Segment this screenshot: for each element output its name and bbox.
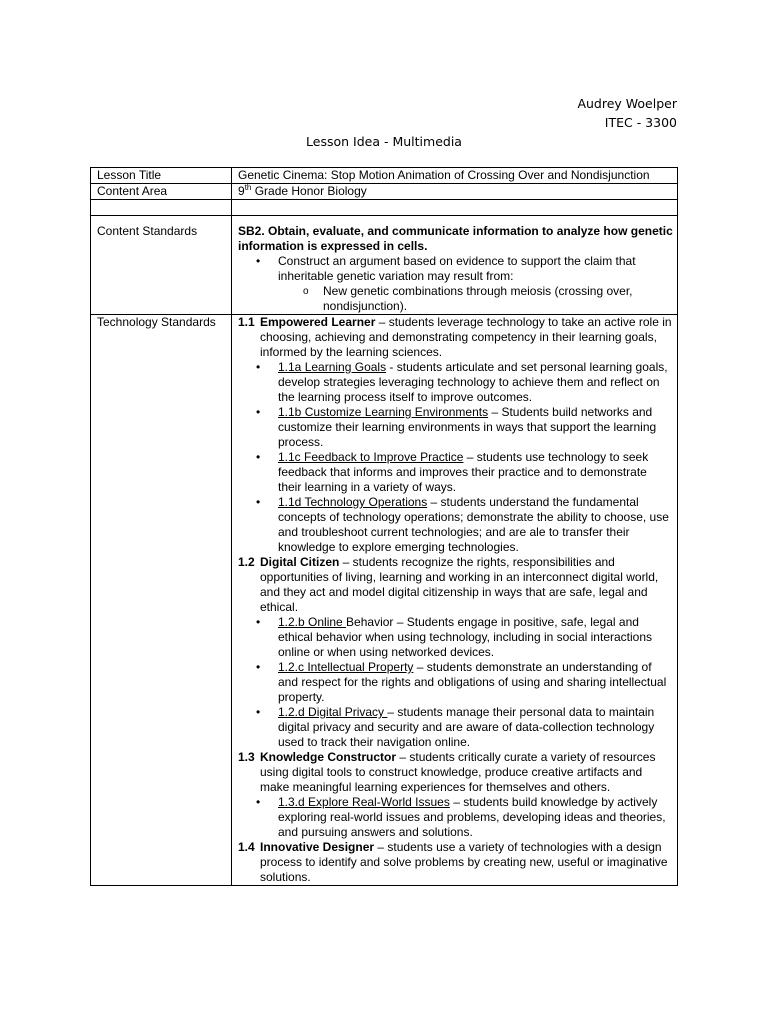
content-standards-cell xyxy=(232,216,678,315)
standard-1-2-list xyxy=(238,615,673,750)
standard-1-1-list xyxy=(238,360,673,555)
standard-1-1 xyxy=(238,315,673,360)
list-item xyxy=(278,660,673,705)
item-text: – Students build networks and customize their learning environments in ways that support the learning process. xyxy=(278,405,657,449)
item-text: – students use technology to seek feedback that informs and improves their practice and to demonstrate their learning in a variety of ways. xyxy=(278,450,649,494)
list-item xyxy=(278,495,673,555)
lesson-title-label: Lesson Title xyxy=(91,168,232,184)
sub-list xyxy=(278,284,673,314)
standard-link[interactable]: 1.1a Learning Goals xyxy=(278,360,387,374)
technology-standards-label: Technology Standards xyxy=(91,315,232,886)
standard-link[interactable]: 1.2.c Intellectual Property xyxy=(278,660,414,674)
grade-number: 9 xyxy=(238,184,245,198)
course-code: ITEC - 3300 xyxy=(604,115,677,130)
section-number: 1.3 xyxy=(238,750,255,764)
list-item xyxy=(278,450,673,495)
content-standards-label: Content Standards xyxy=(91,216,232,315)
grade-suffix: th xyxy=(244,183,252,192)
grade-subject: Grade Honor Biology xyxy=(251,184,367,198)
author-name: Audrey Woelper xyxy=(577,96,677,111)
item-text: – students demonstrate an understanding of and respect for the rights and obligations of using and sharing intellectual property. xyxy=(278,660,667,704)
section-title: Knowledge Constructor xyxy=(260,750,397,764)
standard-1-2 xyxy=(238,555,673,615)
section-number: 1.2 xyxy=(238,555,255,569)
list-item xyxy=(278,360,673,405)
standard-link[interactable]: 1.2.b Online xyxy=(278,615,347,629)
section-text: – students leverage technology to take an active role in choosing, achieving and demonstrating competency in their learning goals, informed by the learning sciences. xyxy=(260,315,672,359)
standard-1-3-list xyxy=(238,795,673,840)
list-item xyxy=(278,254,673,314)
lesson-title-row xyxy=(91,168,678,184)
standard-link[interactable]: 1.3.d Explore Real-World Issues xyxy=(278,795,450,809)
content-area-value xyxy=(232,184,678,200)
standard-1-4 xyxy=(238,840,673,885)
list-item xyxy=(278,615,673,660)
list-item xyxy=(278,795,673,840)
content-area-row xyxy=(91,184,678,200)
content-standard-heading: SB2. Obtain, evaluate, and communicate information to analyze how genetic information is expressed in cells. xyxy=(238,224,673,253)
item-text: Behavior – Students engage in positive, safe, legal and ethical behavior when using technology, including in social interactions online or when using networked devices. xyxy=(278,615,653,659)
item-text: – students manage their personal data to maintain digital privacy and security and are aware of data-collection technology used to track their navigation online. xyxy=(278,705,655,749)
technology-standards-row xyxy=(91,315,678,886)
bullet-text: Construct an argument based on evidence to support the claim that inheritable genetic variation may result from: xyxy=(278,254,636,283)
section-number: 1.1 xyxy=(238,315,255,329)
content-area-label: Content Area xyxy=(91,184,232,200)
section-title: Empowered Learner xyxy=(260,315,376,329)
standard-1-3 xyxy=(238,750,673,795)
empty-row xyxy=(91,200,678,216)
section-text: – students recognize the rights, responsibilities and opportunities of living, learning and working in an interconnect digital world, and they act and model digital citizenship in ways that are safe, legal and ethical. xyxy=(260,555,659,614)
lesson-table xyxy=(90,167,678,886)
document-title: Lesson Idea - Multimedia xyxy=(306,134,462,149)
item-text: - students articulate and set personal learning goals, develop strategies leveraging technology to achieve them and reflect on the learning process itself to improve outcomes. xyxy=(278,360,668,404)
list-item xyxy=(278,705,673,750)
standard-link[interactable]: 1.1d Technology Operations xyxy=(278,495,428,509)
empty-cell-left xyxy=(91,200,232,216)
standard-link[interactable]: 1.1c Feedback to Improve Practice xyxy=(278,450,464,464)
section-text: – students critically curate a variety of resources using digital tools to construct knowledge, produce creative artifacts and make meaningful learning experiences for themselves and others. xyxy=(260,750,656,794)
section-title: Digital Citizen xyxy=(260,555,340,569)
section-title: Innovative Designer xyxy=(260,840,375,854)
standard-link[interactable]: 1.2.d Digital Privacy xyxy=(278,705,388,719)
standard-link[interactable]: 1.1b Customize Learning Environments xyxy=(278,405,489,419)
item-text: – students build knowledge by actively exploring real-world issues and problems, developing ideas and theories, and pursuing answers and solutions. xyxy=(278,795,666,839)
sub-list-item: o New genetic combinations through meiosis (crossing over, nondisjunction). xyxy=(323,284,673,314)
content-standards-row xyxy=(91,216,678,315)
section-text: – students use a variety of technologies with a design process to identify and solve problems by creating new, useful or imaginative solutions. xyxy=(260,840,668,884)
lesson-title-value: Genetic Cinema: Stop Motion Animation of Crossing Over and Nondisjunction xyxy=(232,168,678,184)
empty-cell-right xyxy=(232,200,678,216)
list-item xyxy=(278,405,673,450)
section-number: 1.4 xyxy=(238,840,255,854)
item-text: – students understand the fundamental concepts of technology operations; demonstrate the ability to choose, use and troubleshoot current technologies; and are ale to transfer their knowledge to explore emerging technologies. xyxy=(278,495,669,554)
technology-standards-cell xyxy=(232,315,678,886)
content-standard-list xyxy=(238,254,673,314)
